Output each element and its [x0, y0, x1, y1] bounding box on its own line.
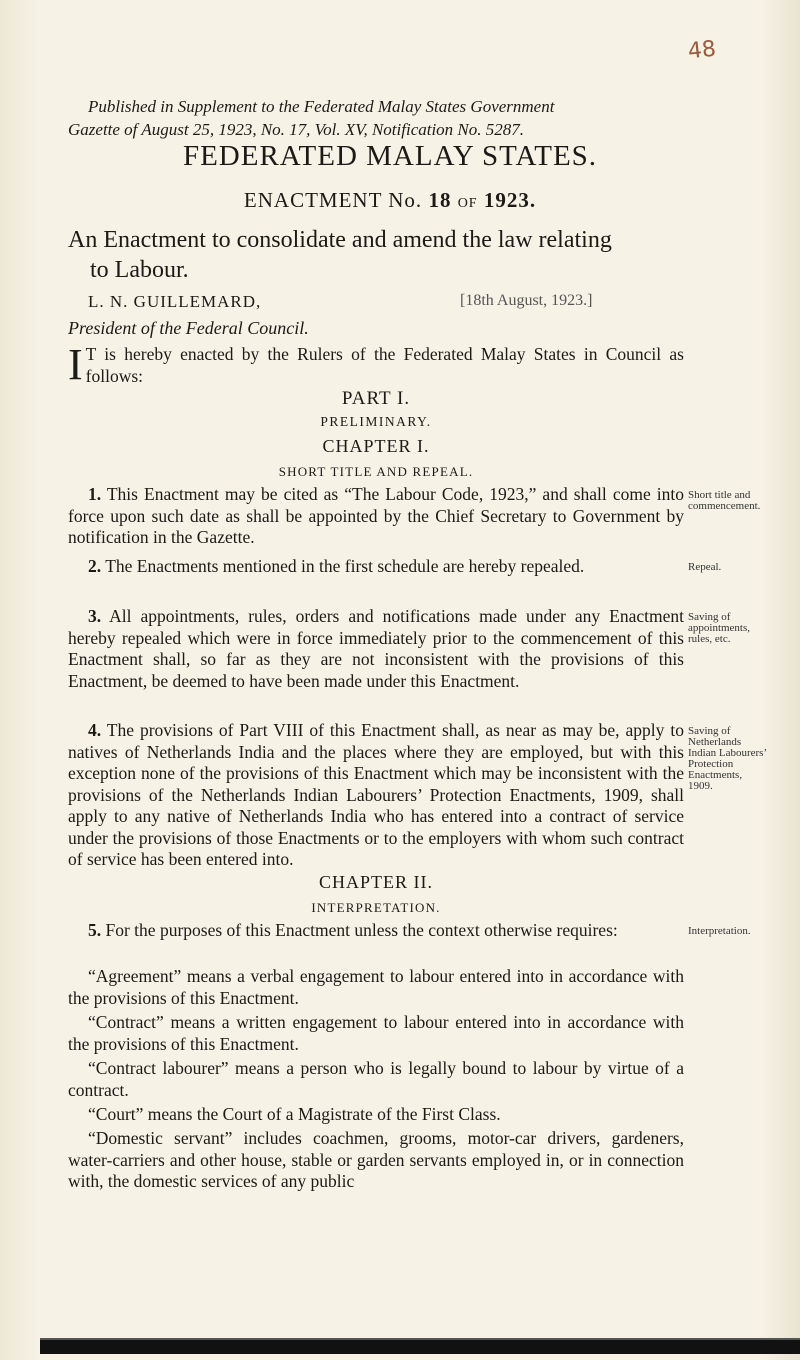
- section-4: [68, 720, 684, 871]
- section-number: 5.: [88, 920, 102, 940]
- dropcap: I: [68, 340, 83, 389]
- long-title-line-1: An Enactment to consolidate and amend the law relating: [68, 227, 612, 253]
- definition-court: “Court” means the Court of a Magistrate of the First Class.: [88, 1104, 501, 1124]
- section-2: [68, 556, 684, 578]
- section-number: 1.: [88, 484, 102, 504]
- enactment-year: 1923.: [483, 188, 537, 212]
- handwritten-mark: 48: [686, 36, 718, 65]
- section-1: [68, 484, 684, 549]
- definition-contract: “Contract” means a written engagement to labour entered into in accordance with the provisions of this Enactment.: [68, 1012, 684, 1054]
- long-title: [68, 225, 758, 285]
- section-3: [68, 606, 684, 692]
- part-heading: PART I.: [341, 388, 411, 409]
- section-number: 4.: [88, 720, 102, 740]
- section-text: The Enactments mentioned in the first schedule are hereby repealed.: [105, 556, 585, 576]
- margin-note-netherlands: Saving of Netherlands Indian Labourers’ Protection Enactments, 1909.: [688, 725, 767, 792]
- part-subheading: PRELIMINARY.: [320, 414, 432, 429]
- chapter-1-heading: CHAPTER I.: [322, 436, 430, 456]
- section-text: The provisions of Part VIII of this Enactment shall, as near as may be, apply to natives of Netherlands India and the places where they are employed, but with this exception none of the provisions of this Enactment which may be inconsistent with the provisions of the Netherlands Indian Labourers’ Protection Enactments, 1909, shall apply to any native of Netherlands India who has entered into a contract of service under the provisions of those Enactments or to the employers with whom such contract of service has been entered into.: [68, 720, 685, 869]
- enactment-pre: ENACTMENT No.: [243, 188, 423, 212]
- margin-note-interpretation: Interpretation.: [688, 925, 751, 937]
- signer-name: L. N. GUILLEMARD,: [88, 292, 262, 311]
- margin-note-repeal: Repeal.: [688, 561, 722, 573]
- enactment-number: [40, 188, 740, 213]
- chapter-1-subheading: SHORT TITLE AND REPEAL.: [278, 464, 474, 479]
- margin-note-short-title: Short title and commencement.: [688, 489, 761, 512]
- definition-domestic-servant: “Domestic servant” includes coachmen, grooms, motor-car drivers, gardeners, water-carriers and other house, stable or garden servants employed in, or in connection with, the domestic services of any public: [68, 1128, 684, 1191]
- publication-line-1: Published in Supplement to the Federated Malay States Government: [88, 97, 555, 116]
- section-number: 3.: [88, 606, 102, 626]
- enactment-date: [18th August, 1923.]: [460, 292, 593, 309]
- enacting-clause: [68, 340, 684, 389]
- chapter-2-heading: CHAPTER II.: [319, 872, 433, 892]
- signer-title: President of the Federal Council.: [68, 318, 309, 338]
- publication-line-2: Gazette of August 25, 1923, No. 17, Vol. XV, Notification No. 5287.: [68, 120, 525, 139]
- enacting-clause-text: T is hereby enacted by the Rulers of the Federated Malay States in Council as follows:: [85, 344, 684, 386]
- section-text: This Enactment may be cited as “The Labour Code, 1923,” and shall come into force upon such date as shall be appointed by the Chief Secretary to Government by notification in the Gazette.: [68, 484, 684, 547]
- section-5: [68, 920, 684, 942]
- document-title: FEDERATED MALAY STATES.: [182, 140, 598, 172]
- section-text: All appointments, rules, orders and notifications made under any Enactment hereby repealed which were in force immediately prior to the commencement of this Enactment shall, so far as they are not inconsistent with the provisions of this Enactment, be deemed to have been made under this Enactment.: [68, 606, 684, 691]
- definition-contract-labourer: “Contract labourer” means a person who is legally bound to labour by virtue of a contract.: [68, 1058, 684, 1100]
- section-text: For the purposes of this Enactment unless the context otherwise requires:: [105, 920, 618, 940]
- definition-agreement: “Agreement” means a verbal engagement to labour entered into in accordance with the provisions of this Enactment.: [68, 966, 684, 1008]
- enactment-of: OF: [457, 196, 478, 211]
- margin-note-saving: Saving of appointments, rules, etc.: [688, 611, 751, 645]
- chapter-2-subheading: INTERPRETATION.: [311, 900, 441, 915]
- section-number: 2.: [88, 556, 102, 576]
- enactment-num: 18: [428, 188, 452, 212]
- long-title-line-2: to Labour.: [90, 257, 189, 283]
- page-edge-bar: [40, 1338, 800, 1354]
